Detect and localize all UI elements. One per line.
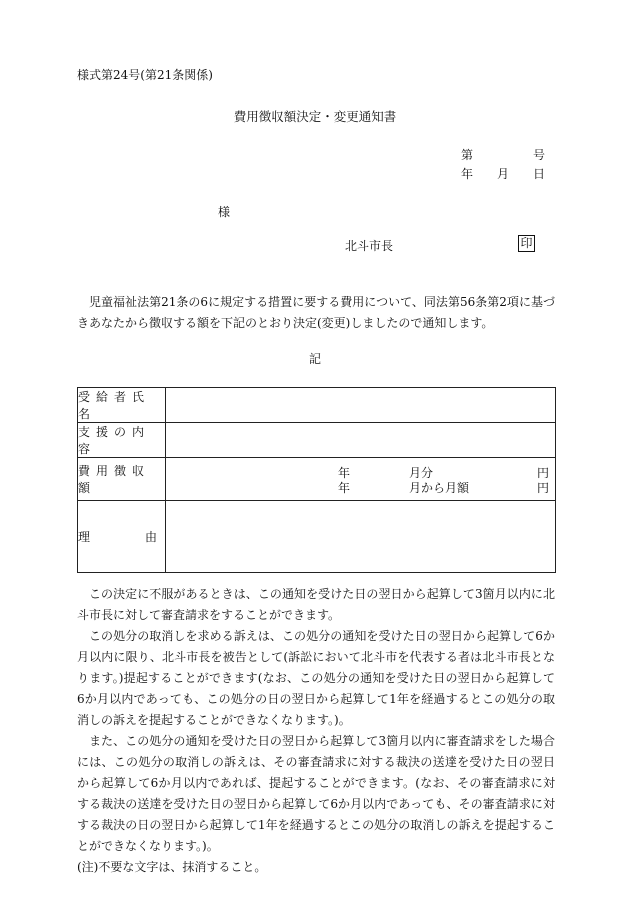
date-day: 日 [533, 167, 546, 181]
document-title: 費用徴収額決定・変更通知書 [233, 109, 397, 124]
table-row [78, 388, 556, 423]
form-number: 様式第24号(第21条関係) [77, 68, 213, 82]
doc-number-dai: 第 [461, 148, 474, 162]
reason-value [166, 501, 556, 573]
sender-name: 北斗市長 [345, 239, 394, 253]
fee-yen-1: 円 [536, 466, 549, 480]
reason-label-yu: 由 [144, 530, 157, 544]
note-line: (注)不要な文字は、抹消すること。 [77, 860, 267, 874]
support-value [166, 423, 556, 458]
recipient-label: 受給者氏名 [78, 388, 166, 423]
seal-mark: 印 [518, 235, 535, 252]
fee-yen-2: 円 [536, 481, 549, 495]
fee-month-1: 月分 [409, 466, 434, 480]
fee-line-from [166, 479, 555, 495]
fee-month-2: 月から月額 [409, 481, 470, 495]
notice-review: また、この処分の通知を受けた日の翌日から起算して3箇月以内に審査請求をした場合には、この処分の取消しの訴えは、その審査請求に対する裁決の送達を受けた日の翌日から起算して6か月以内であれば、提起することができます。(なお、その審査請求に対する裁決の送達を受けた日の翌日から起算して6か月以内であっても、その審査請求に対する裁決の日の翌日から起算して1年を経過するとこの処分の取消しの訴えを提起することができなくなります。)。 [77, 734, 555, 853]
intro-paragraph: 児童福祉法第21条の6に規定する措置に要する費用について、同法第56条第2項に基づきあなたから徴収する額を下記のとおり決定(変更)しましたので通知します。 [77, 295, 555, 330]
table-row [78, 458, 556, 501]
addressee-suffix: 様 [218, 205, 231, 219]
table-row [78, 423, 556, 458]
fee-year-2: 年 [338, 481, 351, 495]
table-row [78, 501, 556, 573]
ki-heading: 記 [308, 352, 321, 366]
reason-label-ri: 理 [78, 530, 91, 544]
date-year: 年 [461, 167, 474, 181]
fee-year-1: 年 [338, 466, 351, 480]
fee-value [166, 458, 556, 501]
doc-number-go: 号 [533, 148, 546, 162]
reason-label [78, 501, 166, 573]
recipient-value [166, 388, 556, 423]
notice-lawsuit: この処分の取消しを求める訴えは、この処分の通知を受けた日の翌日から起算して6か月以内に限り、北斗市長を被告として(訴訟において北斗市を代表する者は北斗市長となります。)提起することができます(なお、この処分の通知を受けた日の翌日から起算して6か月以内であっても、この処分の日の翌日から起算して1年を経過するとこの処分の取消しの訴えを提起することができなくなります。)。 [77, 629, 555, 727]
date-month: 月 [497, 167, 510, 181]
support-label: 支援の内容 [78, 423, 166, 458]
fee-table [77, 387, 556, 573]
notices-block [77, 584, 555, 878]
fee-label: 費用徴収額 [78, 458, 166, 501]
fee-line-monthly [166, 464, 555, 480]
notice-appeal: この決定に不服があるときは、この通知を受けた日の翌日から起算して3箇月以内に北斗市長に対して審査請求をすることができます。 [77, 587, 555, 622]
